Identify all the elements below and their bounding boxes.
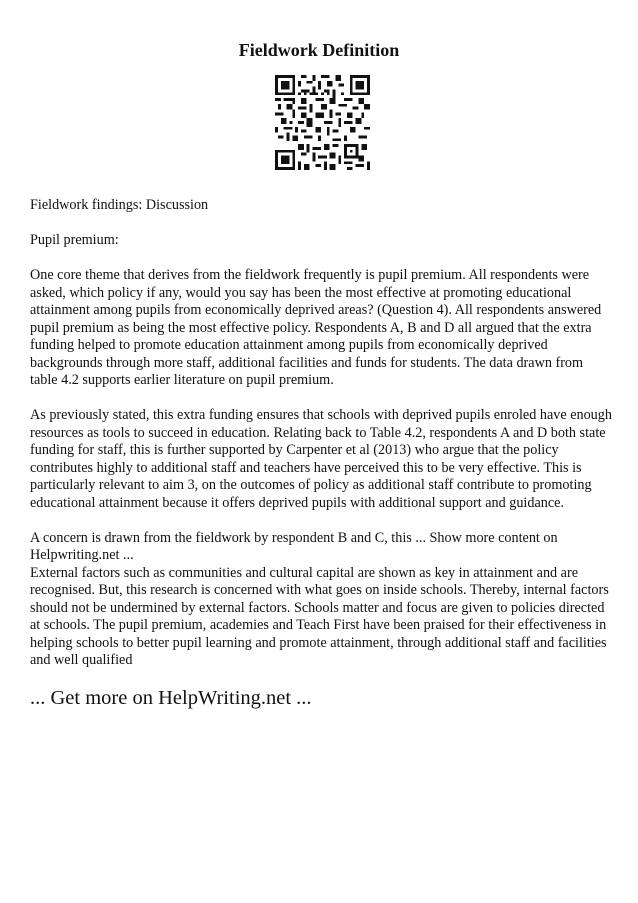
page-title: Fieldwork Definition [238,40,400,60]
paragraph-4: External factors such as communities and cultural capital are shown as key in attainment and are recognised. But, this research is concerned with what goes on inside schools. Thereby, internal factors should not be undermined by external factors. Schools matter and focus are given to policies directed at schools. The pupil premium, academies and Teach First have been praised for their effectiveness in helping schools to better pupil learning and promote attainment, through additional staff and facilities and well qualified [30,564,609,668]
qr-code-icon [275,75,370,170]
paragraph-1: One core theme that derives from the fieldwork frequently is pupil premium. All respondents were asked, which policy if any, would you say has been the most effective at promoting educational attainment among pupils from economically deprived areas? (Question 4). All respondents answered pupil premium as being the most effective policy. Respondents A, B and D all argued that the extra funding helped to promote education attainment among pupils from economically deprived backgrounds through more staff, additional facilities and funds for students. The data drawn from table 4.2 supports earlier literature on pupil premium. [30,267,602,388]
paragraph-3: A concern is drawn from the fieldwork by respondent B and C, this ... Show more content on Helpwriting.net ... [30,529,558,563]
section-heading: Fieldwork findings: Discussion [30,197,209,213]
paragraph-2: As previously stated, this extra funding ensures that schools with deprived pupils enroled have enough resources as tools to succeed in education. Relating back to Table 4.2, respondents A and D both state funding for staff, this is further supported by Carpenter et al (2013) who argue that the policy contributes highly to additional staff and teachers have perceived this to be very effective. This is particularly relevant to aim 3, on the outcomes of policy as additional staff contribute to promoting educational attainment because it offers deprived pupils with additional support and guidance. [30,407,612,511]
subsection-heading: Pupil premium: [30,232,119,248]
get-more-link[interactable]: ... Get more on HelpWriting.net ... [30,687,312,709]
document-body [30,197,614,670]
